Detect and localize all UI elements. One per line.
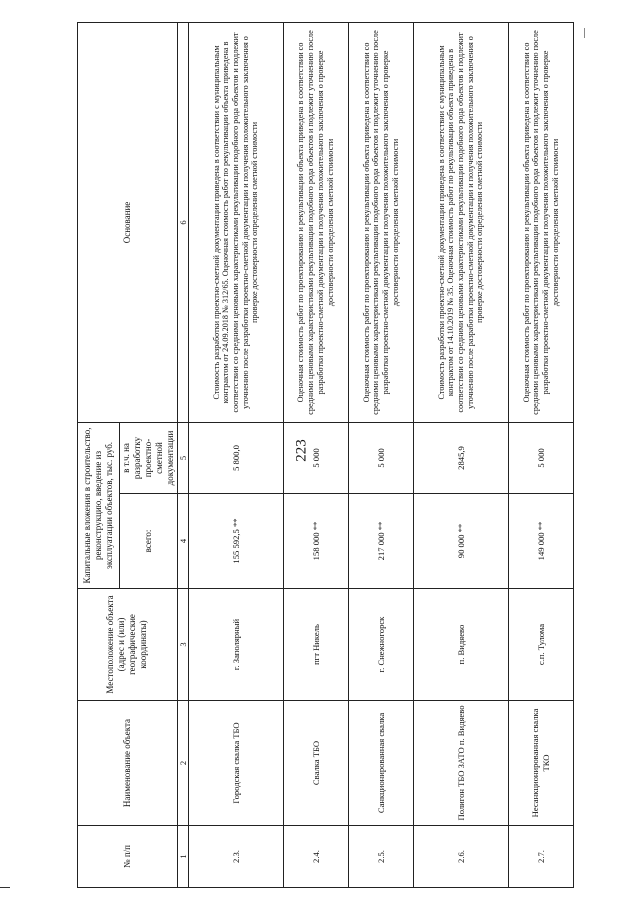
row-design: 5 000 (508, 422, 573, 493)
table-row (348, 22, 413, 887)
rotated-table-container (77, 23, 574, 888)
column-number: 6 (177, 22, 188, 422)
row-location: г. Заполярный (189, 589, 284, 701)
column-number-row (177, 22, 188, 887)
row-location: г. Снежногорск (348, 589, 413, 701)
row-num: 2.3. (189, 826, 284, 888)
header-investment: Капитальные вложения в строительство, реконструкцию, введение из эксплуатации объектов, тыс. руб. (78, 422, 120, 588)
row-name: Городская свалка ТБО (189, 701, 284, 826)
header-num: № п/п (78, 826, 178, 888)
header-basis: Основание (78, 22, 178, 422)
column-number: 4 (177, 494, 188, 589)
row-total: 155 592,5 ** (189, 494, 284, 589)
row-name: Полигон ТБО ЗАТО п. Видяево (414, 701, 509, 826)
row-design: 2845,9 (414, 422, 509, 493)
row-num: 2.7. (508, 826, 573, 888)
row-num: 2.6. (414, 826, 509, 888)
header-location: Местоположение объекта (адрес и (или) географические координаты) (78, 589, 178, 701)
row-basis: Оценочная стоимость работ по проектированию и рекультивации объекта приведена в соответствии со средними ценовыми характеристиками рекультивации подобного рода объектов и подлежит уточнению после разработки проектно-сметной документации и получения положительного заключения о проверке достоверности определения сметной стоимости (348, 22, 413, 422)
row-location: пгт Никель (283, 589, 348, 701)
row-design: 5 800,0 (189, 422, 284, 493)
row-num: 2.4. (283, 826, 348, 888)
row-num: 2.5. (348, 826, 413, 888)
row-design: 5 000 (348, 422, 413, 493)
page-number: 223 (293, 439, 310, 462)
header-total: всего: (120, 494, 178, 589)
header-design: в т.ч. на разработку проектно-сметной документации (120, 422, 178, 493)
table-row (189, 22, 284, 887)
row-total: 149 000 ** (508, 494, 573, 589)
row-location: п. Видяево (414, 589, 509, 701)
row-name: Санкционированная свалка (348, 701, 413, 826)
row-name: Несанкционированная свалка ТКО (508, 701, 573, 826)
row-basis: Стоимость разработки проектно-сметной документации приведена в соответствии с муниципальным контрактом от 14.10.2019 № 35. Оценочная стоимость работ по рекультивации объекта приведена в соответствии со средними ценовыми характеристиками рекультивации подобного рода объектов и подлежит уточнению после разработки проектно-сметной документации и получения положительного заключения о проверке достоверности определения сметной стоимости (414, 22, 509, 422)
column-number: 1 (177, 826, 188, 888)
row-total: 158 000 ** (283, 494, 348, 589)
row-total: 90 000 ** (414, 494, 509, 589)
row-location: с.п. Тулома (508, 589, 573, 701)
table-row (508, 22, 573, 887)
row-basis: Оценочная стоимость работ по проектированию и рекультивации объекта приведена в соответствии со средними ценовыми характеристиками рекультивации подобного рода объектов и подлежит уточнению после разработки проектно-сметной документации и получения положительного заключения о проверке достоверности определения сметной стоимости (283, 22, 348, 422)
scan-edge-mark (0, 887, 10, 888)
column-number: 2 (177, 701, 188, 826)
scan-edge-mark (584, 28, 585, 38)
header-name: Наименование объекта (78, 701, 178, 826)
row-name: Свалка ТБО (283, 701, 348, 826)
column-number: 5 (177, 422, 188, 493)
row-total: 217 000 ** (348, 494, 413, 589)
row-basis: Оценочная стоимость работ по проектированию и рекультивации объекта приведена в соответствии со средними ценовыми характеристиками рекультивации подобного рода объектов и подлежит уточнению после разработки проектно-сметной документации и получения положительного заключения о проверке достоверности определения сметной стоимости (508, 22, 573, 422)
row-design: 5 000 (283, 422, 348, 493)
row-basis: Стоимость разработки проектно-сметной документации приведена в соответствии с муниципальным контрактом от 24.09.2018 № 312/65. Оценочная стоимость работ по рекультивации объекта приведена в соответствии со средними ценовыми характеристиками рекультивации подобного рода объектов и подлежит уточнению после разработки проектно-сметной документации и получения положительного заключения о проверке достоверности определения сметной стоимости (189, 22, 284, 422)
table-row (414, 22, 509, 887)
capital-investment-table (77, 22, 574, 888)
table-row (283, 22, 348, 887)
column-number: 3 (177, 589, 188, 701)
